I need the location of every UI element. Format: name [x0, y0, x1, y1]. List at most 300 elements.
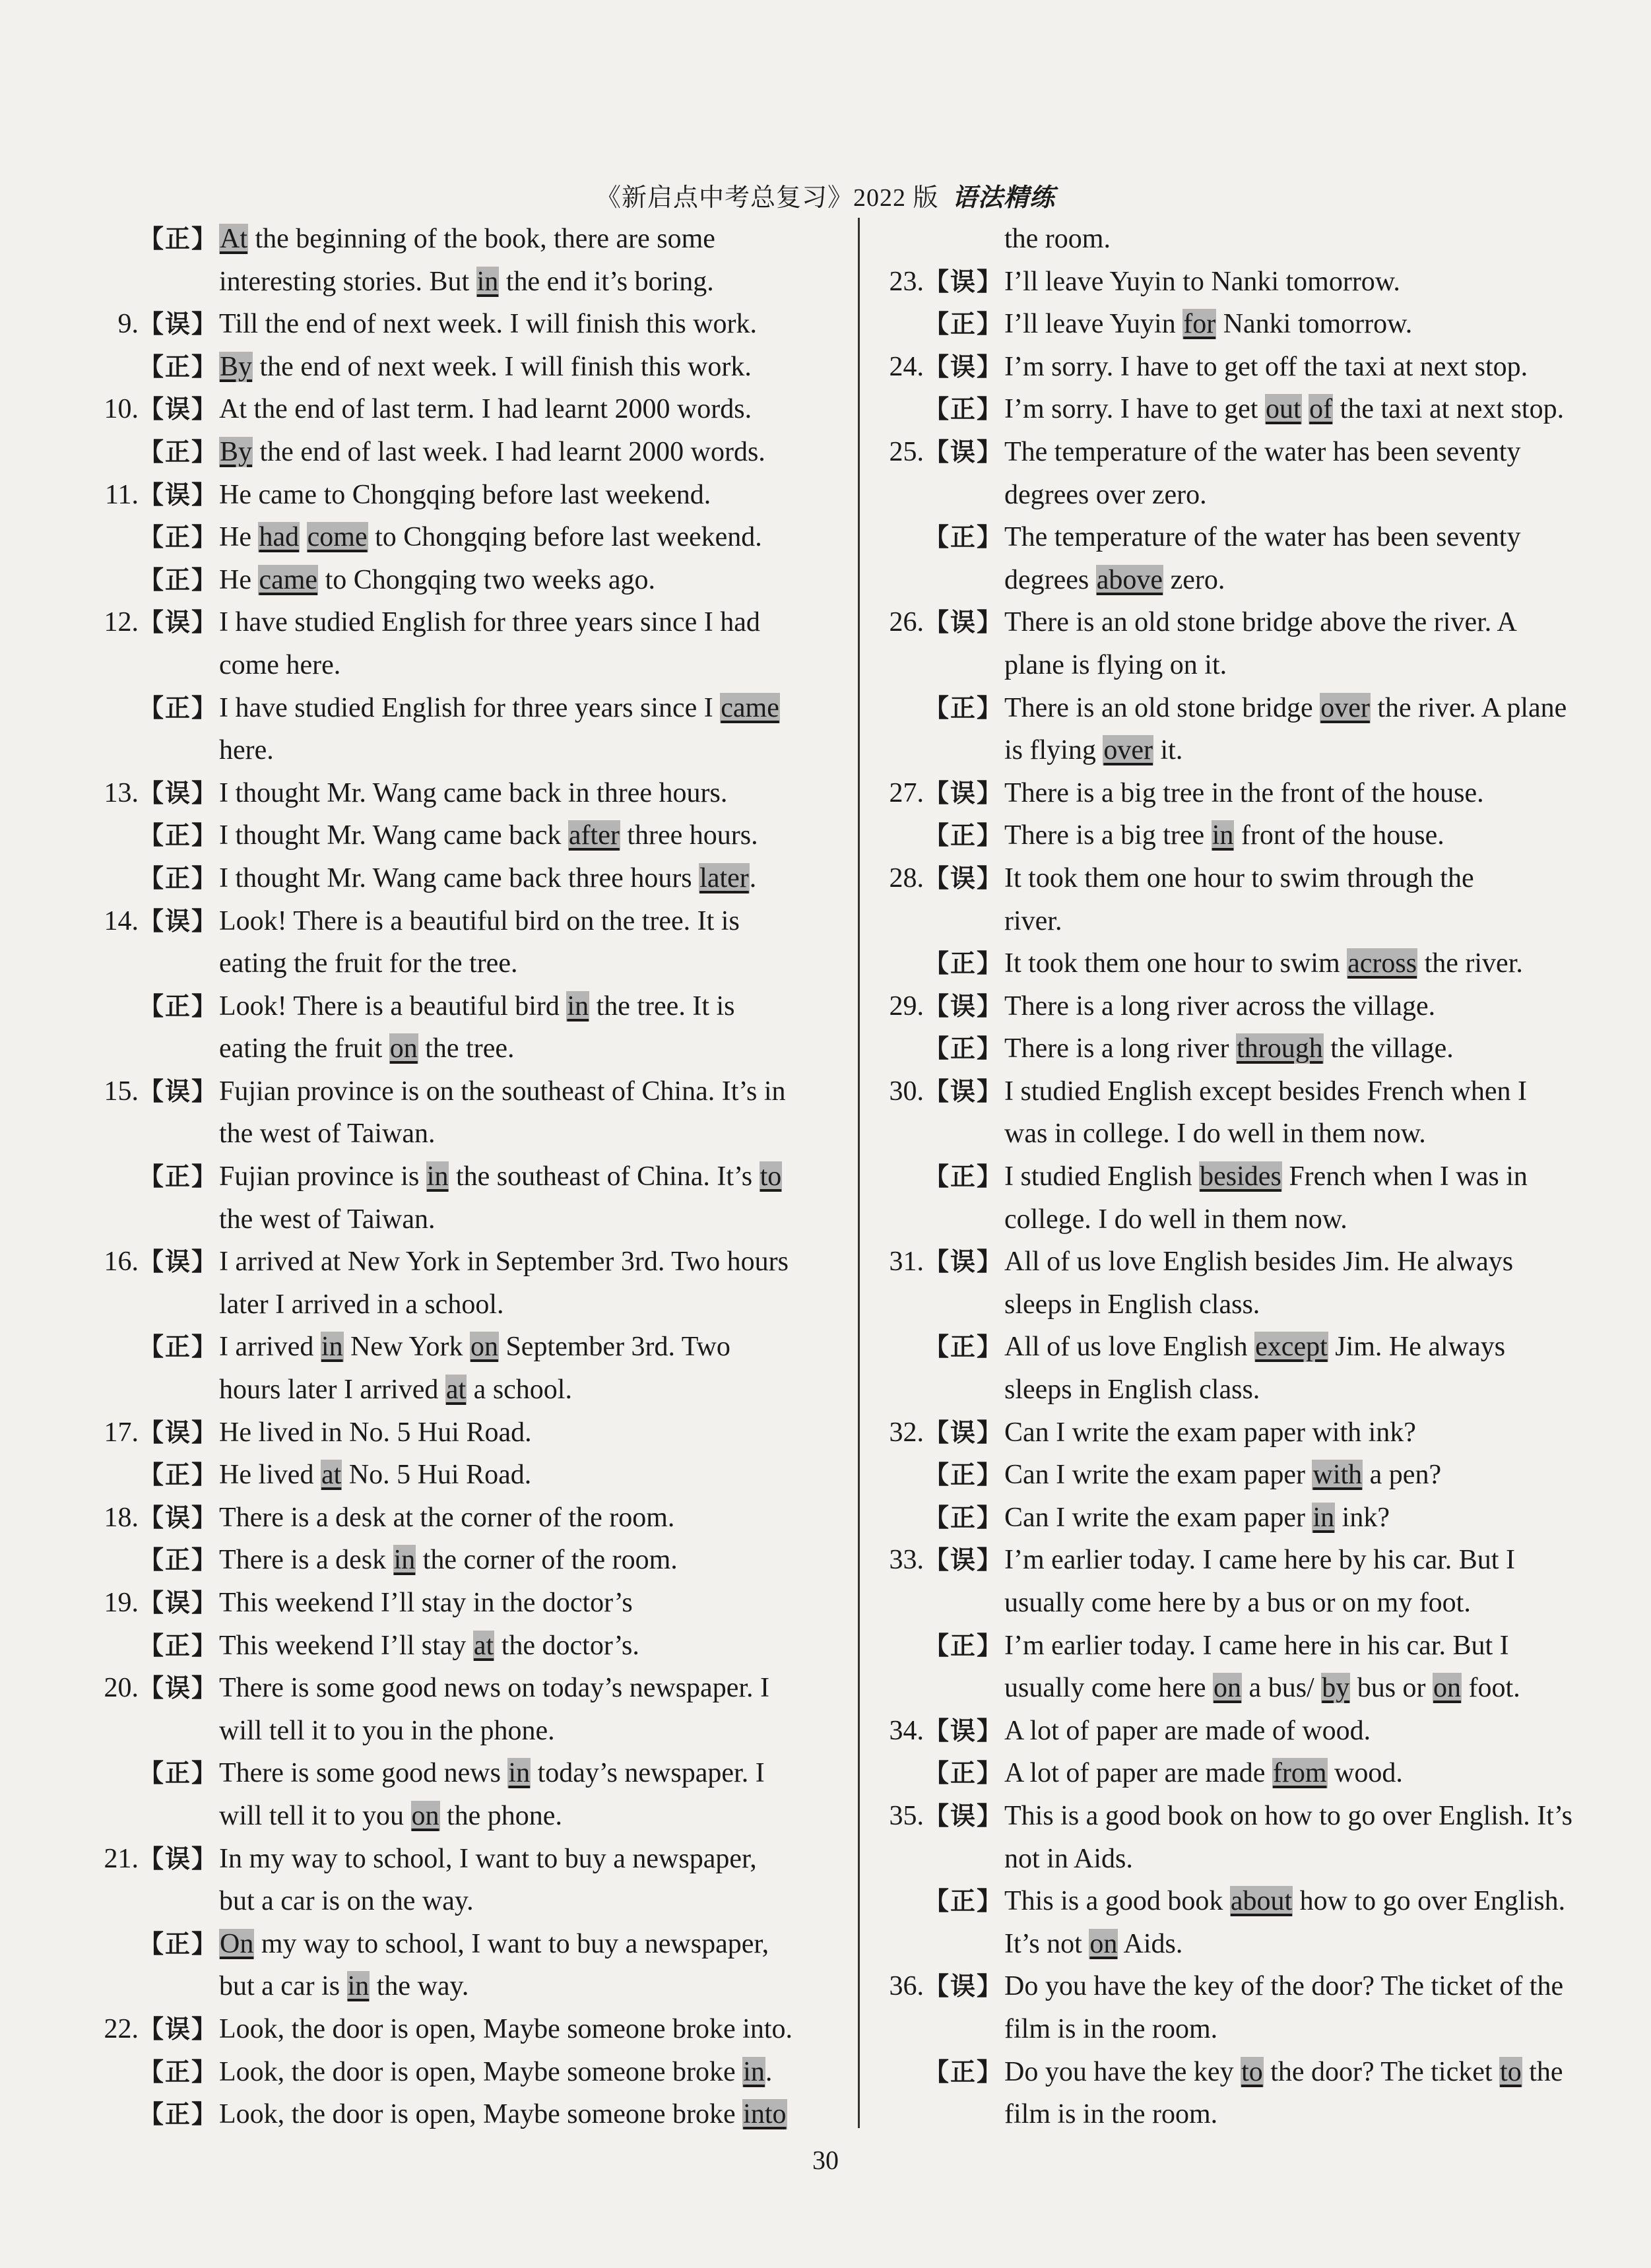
sentence-text [1004, 2051, 1617, 2094]
highlighted-word: in [321, 1332, 343, 1363]
text-segment: the doctor’s. [494, 1630, 639, 1661]
correct-tag: 【正】 [139, 2057, 218, 2087]
text-segment: This weekend I’ll stay [219, 1630, 473, 1661]
wrong-tag: 【误】 [139, 1673, 218, 1703]
text-line [878, 1965, 1617, 2008]
text-line [878, 1070, 1617, 1113]
highlighted-word: over [1103, 735, 1153, 766]
text-segment: eating the fruit for the tree. [219, 948, 518, 979]
sentence-text [1004, 261, 1617, 304]
sentence-text [219, 985, 831, 1028]
sentence-text [219, 1198, 831, 1241]
wrong-tag: 【误】 [924, 267, 1004, 296]
wrong-tag: 【误】 [139, 1247, 218, 1277]
sentence-text [1004, 516, 1617, 559]
text-line [878, 559, 1617, 602]
sentence-text [219, 729, 831, 772]
text-segment: All of us love English [1004, 1332, 1255, 1363]
text-segment: zero. [1163, 564, 1225, 595]
text-segment: I have studied English for three years since I [219, 692, 721, 723]
sentence-text [219, 516, 831, 559]
text-segment: I’m sorry. I have to get [1004, 394, 1265, 425]
highlighted-word: By [220, 436, 253, 467]
item-number: 18. [104, 1502, 139, 1533]
text-segment: There is an old stone bridge [1004, 692, 1320, 723]
text-segment: Look! There is a beautiful bird on the tree. It is [219, 905, 740, 936]
correct-tag: 【正】 [924, 949, 1004, 979]
text-segment: will tell it to you in the phone. [219, 1715, 555, 1746]
correct-tag: 【正】 [924, 821, 1004, 851]
highlighted-word: to [760, 1161, 782, 1192]
item-number: 13. [104, 777, 139, 808]
text-segment: the village. [1323, 1033, 1454, 1064]
sentence-text [219, 2008, 831, 2051]
sentence-text [1004, 1454, 1617, 1497]
item-number: 20. [104, 1673, 139, 1704]
sentence-text [219, 772, 831, 815]
text-segment: is flying [1004, 735, 1103, 766]
text-segment: He [219, 564, 259, 595]
text-line [878, 772, 1617, 815]
sentence-text [219, 1838, 831, 1881]
text-line [878, 1198, 1617, 1241]
sentence-text [1004, 1752, 1617, 1795]
text-line [878, 1923, 1617, 1966]
text-segment: a pen? [1363, 1460, 1442, 1491]
text-line [92, 1710, 831, 1753]
sentence-text [1004, 559, 1617, 602]
sentence-text [219, 1113, 831, 1155]
highlighted-word: in [1212, 820, 1234, 851]
text-segment: It’s not [1004, 1928, 1089, 1959]
text-line [92, 2093, 831, 2136]
highlighted-word: across [1347, 948, 1417, 979]
highlighted-word: in [476, 266, 499, 297]
sentence-text [219, 687, 831, 730]
text-line [92, 346, 831, 389]
sentence-text [1004, 900, 1617, 943]
text-line [878, 1539, 1617, 1582]
sentence-text [1004, 1667, 1617, 1710]
sentence-text [1004, 1880, 1617, 1923]
text-line [92, 1241, 831, 1283]
sentence-text [219, 388, 831, 431]
text-segment: how to go over English. [1293, 1886, 1566, 1917]
text-segment: French when I was in [1281, 1161, 1528, 1192]
text-segment: the corner of the room. [416, 1545, 678, 1576]
sentence-text [219, 1625, 831, 1668]
text-segment: Aids. [1118, 1928, 1183, 1959]
text-segment: Nanki tomorrow. [1216, 309, 1413, 340]
text-line [878, 2093, 1617, 2136]
text-line [92, 1113, 831, 1155]
correct-tag: 【正】 [139, 1929, 218, 1959]
sentence-text [219, 1027, 831, 1070]
highlighted-word: on [411, 1800, 439, 1831]
text-segment: the taxi at next stop. [1333, 394, 1565, 425]
item-number: 35. [889, 1800, 924, 1831]
text-segment: foot. [1462, 1673, 1520, 1704]
highlighted-word: in [347, 1971, 370, 2002]
text-line [878, 1838, 1617, 1881]
highlighted-word: at [321, 1460, 342, 1491]
text-segment: In my way to school, I want to buy a newspaper, [219, 1843, 757, 1874]
text-segment: There is a big tree [1004, 820, 1212, 851]
item-number: 16. [104, 1247, 139, 1278]
text-segment: front of the house. [1234, 820, 1444, 851]
sentence-text [1004, 942, 1617, 985]
highlighted-word: At [220, 224, 247, 254]
correct-tag: 【正】 [924, 1460, 1004, 1490]
highlighted-word: after [568, 820, 620, 851]
text-line [92, 814, 831, 857]
text-segment: film is in the room. [1004, 2099, 1218, 2130]
text-line [92, 1539, 831, 1582]
wrong-tag: 【误】 [924, 778, 1004, 808]
text-line [92, 218, 831, 261]
item-number: 19. [104, 1588, 139, 1618]
text-line [878, 1411, 1617, 1454]
text-line [92, 729, 831, 772]
text-segment: not in Aids. [1004, 1843, 1133, 1874]
text-line [92, 900, 831, 943]
sentence-text [219, 814, 831, 857]
correct-tag: 【正】 [924, 693, 1004, 723]
wrong-tag: 【误】 [924, 352, 1004, 381]
sentence-text [219, 1710, 831, 1753]
text-segment: I studied English except besides French when I [1004, 1076, 1527, 1107]
text-segment: I have studied English for three years since I had [219, 607, 760, 638]
text-line [878, 1582, 1617, 1625]
wrong-tag: 【误】 [139, 778, 218, 808]
text-line [92, 1454, 831, 1497]
correct-tag: 【正】 [139, 693, 218, 723]
text-segment: the west of Taiwan. [219, 1118, 436, 1150]
text-segment: He lived in No. 5 Hui Road. [219, 1417, 532, 1448]
text-segment: The temperature of the water has been seventy [1004, 436, 1521, 467]
item-number: 12. [104, 607, 139, 638]
correct-tag: 【正】 [924, 1503, 1004, 1532]
sentence-text [219, 1454, 831, 1497]
text-line [92, 1070, 831, 1113]
highlighted-word: about [1230, 1886, 1293, 1917]
text-segment: usually come here [1004, 1673, 1214, 1704]
series-title: 语法精练 [952, 184, 1056, 212]
highlighted-word: in [1312, 1502, 1335, 1533]
highlighted-word: in [393, 1545, 416, 1576]
text-segment: There is a long river [1004, 1033, 1237, 1064]
text-segment: degrees [1004, 564, 1096, 595]
sentence-text [1004, 1965, 1617, 2008]
highlighted-word: through [1237, 1033, 1323, 1064]
correct-tag: 【正】 [139, 352, 218, 381]
item-number: 11. [105, 479, 139, 510]
sentence-text [219, 1369, 831, 1411]
text-line [878, 303, 1617, 346]
text-line [92, 388, 831, 431]
sentence-text [1004, 1625, 1617, 1668]
text-segment: This weekend I’ll stay in the doctor’s [219, 1588, 633, 1618]
sentence-text [219, 1965, 831, 2008]
text-line [878, 261, 1617, 304]
highlighted-word: at [445, 1375, 467, 1406]
text-line [878, 431, 1617, 474]
text-line [92, 985, 831, 1028]
wrong-tag: 【误】 [139, 906, 218, 936]
sentence-text [219, 261, 831, 304]
text-segment: The temperature of the water has been seventy [1004, 522, 1521, 553]
wrong-tag: 【误】 [139, 480, 218, 509]
text-line [92, 474, 831, 517]
item-number: 31. [889, 1247, 924, 1278]
column-divider [858, 218, 860, 2128]
text-segment: the end of next week. I will finish this work. [253, 351, 752, 382]
text-segment: There is a desk [219, 1545, 393, 1576]
correct-tag: 【正】 [924, 309, 1004, 339]
highlighted-word: for [1183, 309, 1216, 340]
item-number: 22. [104, 2013, 139, 2044]
text-line [92, 516, 831, 559]
text-segment: There is some good news on today’s newspaper. I [219, 1673, 769, 1704]
text-segment: . [749, 862, 757, 893]
highlighted-word: came [259, 564, 318, 595]
text-segment: wood. [1327, 1758, 1403, 1789]
sentence-text [1004, 431, 1617, 474]
highlighted-word: with [1312, 1460, 1363, 1491]
text-line [878, 1326, 1617, 1369]
text-line [92, 601, 831, 644]
text-segment: There is a desk at the corner of the room. [219, 1502, 675, 1533]
correct-tag: 【正】 [139, 565, 218, 595]
text-segment: All of us love English besides Jim. He always [1004, 1247, 1514, 1278]
text-segment: bus or [1350, 1673, 1433, 1704]
text-segment: the river. A plane [1370, 692, 1567, 723]
text-line [878, 729, 1617, 772]
text-segment: my way to school, I want to buy a newspaper, [254, 1928, 769, 1959]
text-segment: eating the fruit [219, 1033, 389, 1064]
text-segment: the [1522, 2056, 1563, 2087]
sentence-text [219, 474, 831, 517]
sentence-text [1004, 1795, 1617, 1838]
correct-tag: 【正】 [924, 1034, 1004, 1064]
sentence-text [1004, 1411, 1617, 1454]
text-line [878, 1155, 1617, 1198]
highlighted-word: in [567, 990, 589, 1021]
highlighted-word: from [1272, 1758, 1327, 1789]
text-line [92, 261, 831, 304]
sentence-text [219, 346, 831, 389]
sentence-text [219, 900, 831, 943]
wrong-tag: 【误】 [924, 608, 1004, 637]
highlighted-word: to [1241, 2056, 1263, 2087]
item-number: 21. [104, 1843, 139, 1874]
highlighted-word: on [470, 1332, 498, 1363]
sentence-text [219, 1795, 831, 1838]
sentence-text [1004, 1113, 1617, 1155]
text-segment: interesting stories. But [219, 266, 476, 297]
text-line [878, 1710, 1617, 1753]
text-segment: Look, the door is open, Maybe someone broke into. [219, 2013, 793, 2044]
sentence-text [1004, 1710, 1617, 1753]
correct-tag: 【正】 [139, 1759, 218, 1788]
correct-tag: 【正】 [139, 224, 218, 253]
item-number: 9. [117, 309, 139, 340]
sentence-text [1004, 1070, 1617, 1113]
text-line [878, 1880, 1617, 1923]
text-segment: Look! There is a beautiful bird [219, 990, 567, 1021]
correct-tag: 【正】 [139, 523, 218, 552]
sentence-text [1004, 303, 1617, 346]
text-segment: hours later I arrived [219, 1375, 445, 1406]
sentence-text [1004, 218, 1617, 261]
highlighted-word: to [1500, 2056, 1522, 2087]
sentence-text [219, 1667, 831, 1710]
sentence-text [1004, 1241, 1617, 1283]
text-line [878, 516, 1617, 559]
text-segment: the end of last week. I had learnt 2000 words. [253, 436, 765, 467]
highlighted-word: on [1089, 1928, 1118, 1959]
highlighted-word: by [1322, 1673, 1350, 1704]
sentence-text [1004, 1027, 1617, 1070]
text-line [92, 1326, 831, 1369]
text-segment: It took them one hour to swim [1004, 948, 1347, 979]
item-number: 15. [104, 1076, 139, 1107]
text-line [92, 1752, 831, 1795]
text-segment: the tree. [418, 1033, 515, 1064]
text-line [878, 1113, 1617, 1155]
sentence-text [1004, 601, 1617, 644]
text-segment: was in college. I do well in them now. [1004, 1118, 1426, 1150]
text-line [92, 2051, 831, 2094]
item-number: 36. [889, 1971, 924, 2002]
text-segment: I’m earlier today. I came here in his car. But I [1004, 1630, 1509, 1661]
sentence-text [219, 1582, 831, 1625]
wrong-tag: 【误】 [139, 395, 218, 424]
highlighted-word: in [426, 1161, 449, 1192]
highlighted-word: except [1255, 1332, 1328, 1363]
correct-tag: 【正】 [924, 395, 1004, 424]
highlighted-word: out [1265, 394, 1301, 425]
text-line [878, 900, 1617, 943]
text-line [878, 1027, 1617, 1070]
sentence-text [1004, 1198, 1617, 1241]
correct-tag: 【正】 [924, 2057, 1004, 2087]
text-segment: the phone. [439, 1800, 562, 1831]
text-segment [1302, 394, 1309, 424]
text-line [92, 772, 831, 815]
wrong-tag: 【误】 [924, 1716, 1004, 1745]
correct-tag: 【正】 [924, 523, 1004, 552]
text-segment: degrees over zero. [1004, 479, 1207, 510]
highlighted-word: on [389, 1033, 418, 1064]
text-segment: the river. [1417, 948, 1523, 979]
text-segment: Can I write the exam paper [1004, 1460, 1312, 1491]
item-number: 17. [104, 1417, 139, 1448]
wrong-tag: 【误】 [924, 1545, 1004, 1575]
page-number: 30 [812, 2145, 839, 2175]
text-segment: to Chongqing before last weekend. [368, 522, 762, 553]
text-segment: will tell it to you [219, 1800, 411, 1831]
text-segment [300, 522, 307, 552]
sentence-text [1004, 1497, 1617, 1539]
text-segment: He lived [219, 1460, 321, 1491]
wrong-tag: 【误】 [139, 1076, 218, 1106]
text-segment: the end it’s boring. [499, 266, 714, 297]
text-segment: three hours. [620, 820, 758, 851]
sentence-text [1004, 346, 1617, 389]
sentence-text [1004, 388, 1617, 431]
sentence-text [219, 1752, 831, 1795]
sentence-text [219, 1411, 831, 1454]
text-line [92, 1880, 831, 1923]
text-segment: a school. [467, 1375, 572, 1406]
text-line [878, 985, 1617, 1028]
sentence-text [219, 1155, 831, 1198]
highlighted-word: on [1433, 1673, 1462, 1704]
wrong-tag: 【误】 [924, 863, 1004, 893]
text-segment: Fujian province is [219, 1161, 426, 1192]
text-segment: river. [1004, 905, 1062, 936]
text-line [92, 1411, 831, 1454]
correct-tag: 【正】 [139, 2100, 218, 2129]
text-segment: the west of Taiwan. [219, 1204, 436, 1235]
sentence-text [219, 1326, 831, 1369]
sentence-text [219, 1497, 831, 1539]
item-number: 32. [889, 1417, 924, 1448]
sentence-text [1004, 1326, 1617, 1369]
sentence-text [1004, 687, 1617, 730]
text-segment: I’m earlier today. I came here by his car. But I [1004, 1545, 1515, 1576]
text-line [878, 1625, 1617, 1668]
text-segment: A lot of paper are made [1004, 1758, 1272, 1789]
text-segment: but a car is on the way. [219, 1886, 474, 1917]
sentence-text [219, 942, 831, 985]
text-line [878, 474, 1617, 517]
sentence-text [1004, 857, 1617, 900]
correct-tag: 【正】 [139, 437, 218, 467]
sentence-text [219, 1070, 831, 1113]
wrong-tag: 【误】 [139, 1503, 218, 1532]
sentence-text [1004, 474, 1617, 517]
text-segment: a bus/ [1242, 1673, 1322, 1704]
highlighted-word: of [1309, 394, 1333, 425]
text-line [878, 687, 1617, 730]
text-segment: September 3rd. Two [498, 1332, 730, 1363]
text-segment: sleeps in English class. [1004, 1289, 1260, 1320]
sentence-text [219, 2093, 831, 2136]
item-number: 23. [889, 266, 924, 297]
wrong-tag: 【误】 [924, 1801, 1004, 1831]
text-segment: He [219, 522, 259, 553]
text-segment: There is some good news [219, 1758, 508, 1789]
correct-tag: 【正】 [139, 1460, 218, 1490]
text-line [92, 1582, 831, 1625]
text-segment: This is a good book [1004, 1886, 1230, 1917]
item-number: 25. [889, 436, 924, 467]
text-line [92, 1155, 831, 1198]
correct-tag: 【正】 [139, 863, 218, 893]
text-segment: Look, the door is open, Maybe someone broke [219, 2056, 743, 2087]
item-number: 27. [889, 777, 924, 808]
highlighted-word: in [743, 2056, 765, 2087]
text-line [92, 559, 831, 602]
text-segment: There is a long river across the village. [1004, 990, 1436, 1021]
item-number: 30. [889, 1076, 924, 1107]
text-line [878, 218, 1617, 261]
text-segment: the beginning of the book, there are some [248, 224, 715, 254]
text-segment: At the end of last term. I had learnt 2000 words. [219, 394, 752, 425]
highlighted-word: On [220, 1928, 254, 1959]
